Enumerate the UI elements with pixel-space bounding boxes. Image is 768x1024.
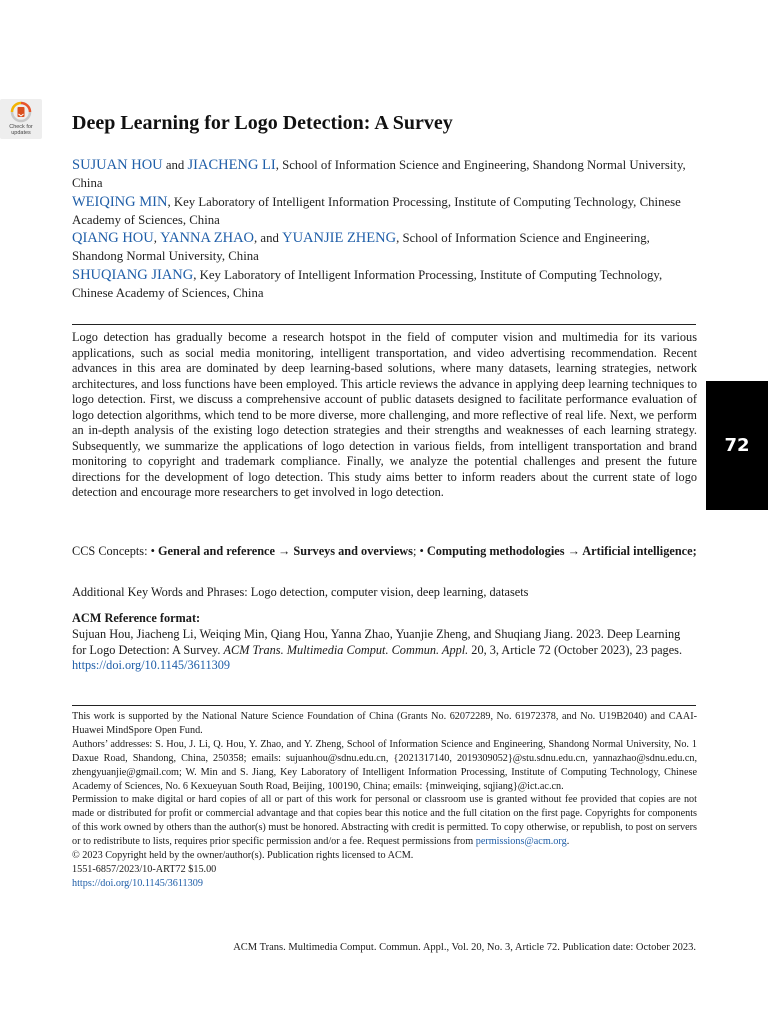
ccs-separator: ; •: [412, 544, 427, 558]
author-separator: , and: [254, 231, 283, 246]
author-affiliation: , School of Information Science and Engineering, Shandong Normal University, China: [72, 158, 686, 191]
reference-heading: ACM Reference format:: [72, 611, 201, 625]
permissions-email-link[interactable]: permissions@acm.org: [475, 836, 567, 848]
ccs-suffix: ;: [692, 544, 697, 558]
issn-note: 1551-6857/2023/10-ART72 $15.00: [72, 863, 217, 875]
abstract-divider: [72, 324, 696, 325]
funding-note: This work is supported by the National Nature Science Foundation of China (Grants No. 62072289, No. 61972378, and No. U19B2040) and CAAI-Huawei MindSpore Open Fund.: [72, 711, 697, 736]
ccs-concept: Computing methodologies → Artificial intelligence: [426, 544, 693, 558]
keywords: Additional Key Words and Phrases: Logo detection, computer vision, deep learning, datasets: [72, 585, 529, 599]
reference-journal: ACM Trans. Multimedia Comput. Commun. Appl.: [223, 642, 469, 657]
copyright-note: © 2023 Copyright held by the owner/author(s). Publication rights licensed to ACM.: [72, 850, 414, 862]
author-list: [72, 156, 698, 302]
badge-label: Check for updates: [9, 124, 33, 136]
author-group: [72, 266, 698, 303]
author-addresses: Authors’ addresses: S. Hou, J. Li, Q. Hou, Y. Zhao, and Y. Zheng, School of Information Science and Engineering, Shandong Normal University, No. 1 Daxue Road, Shandong, China, 250358; emails: sujuanhou@sdnu.edu.cn, {2021317140, 2019309052}@stu.sdnu.edu.cn, yannazhao@sdnu.edu.cn, zhengyuanjie@gmail.com; W. Min and S. Jiang, Key Laboratory of Intelligent Information Processing, Institute of Computing Technology, Chinese Academy of Sciences, No. 6 Kexueyuan South Road, Beijing, 100190, China; emails: {minweiqing, sqjiang}@ict.ac.cn.: [72, 738, 697, 792]
author-group: [72, 156, 698, 193]
author-group: [72, 193, 698, 230]
ccs-prefix: CCS Concepts: •: [72, 544, 158, 558]
author-name[interactable]: JIACHENG LI: [187, 157, 276, 173]
author-affiliation: , Key Laboratory of Intelligent Information Processing, Institute of Computing Technology, Chinese Academy of Sciences, China: [72, 267, 663, 301]
author-affiliation: , Key Laboratory of Intelligent Information Processing, Institute of Computing Technology, Chinese Academy of Sciences, China: [72, 194, 681, 227]
author-separator: ,: [153, 231, 161, 246]
permission-note: [72, 793, 697, 849]
footnote-divider: [72, 705, 696, 706]
author-name[interactable]: YANNA ZHAO: [160, 230, 255, 247]
author-group: [72, 229, 698, 266]
author-separator: and: [162, 158, 188, 172]
check-updates-icon: [10, 101, 32, 123]
abstract: Logo detection has gradually become a research hotspot in the field of computer vision and multimedia for its various applications, such as social media monitoring, intelligent transportation, and video advertising recommendation. Recent advances in this area are dominated by deep learning-based solutions, where many datasets, learning strategies, network architectures, and loss functions have been employed. This article reviews the advance in applying deep learning techniques to logo detection. First, we discuss a comprehensive account of public datasets designed to facilitate performance evaluation of logo detection algorithms, which tend to be more diverse, more challenging, and more reflective of real life. Next, we perform an in-depth analysis of the existing logo detection strategies and their strengths and weaknesses of each learning strategy. Subsequently, we summarize the applications of logo detection in various fields, from intelligent transportation and brand monitoring to copyright and trademark compliance. Finally, we analyze the potential challenges and present the future directions for the development of logo detection. This study aims better to inform readers about the current state of logo detection and encourage more researchers to get involved in logo detection.: [72, 330, 697, 499]
author-name[interactable]: SUJUAN HOU: [72, 157, 163, 173]
author-affiliation: , School of Information Science and Engineering, Shandong Normal University, China: [72, 231, 650, 264]
article-number-tab: 72: [706, 381, 768, 510]
permission-text: Permission to make digital or hard copies of all or part of this work for personal or classroom use is granted without fee provided that copies are not made or distributed for profit or commercial advantage and that copies bear this notice and the full citation on the first page. Copyrights for components of this work owned by others than the author(s) must be honored. Abstracting with credit is permitted. To copy otherwise, or republish, to post on servers or to redistribute to lists, requires prior specific permission and/or a fee. Request permissions from: [72, 794, 697, 848]
reference-details: 20, 3, Article 72 (October 2023), 23 pages.: [468, 642, 683, 657]
reference-citation: Sujuan Hou, Jiacheng Li, Weiqing Min, Qiang Hou, Yanna Zhao, Yuanjie Zheng, and Shuqiang Jiang. 2023. Deep Learning for Logo Detection: A Survey.: [72, 627, 681, 657]
reference-doi-link[interactable]: https://doi.org/10.1145/3611309: [72, 658, 231, 672]
reference-format: [72, 627, 697, 674]
permission-end: .: [566, 836, 570, 848]
ccs-concepts: [72, 544, 697, 560]
footnotes: [72, 710, 697, 891]
author-name[interactable]: SHUQIANG JIANG: [72, 266, 194, 283]
paper-title: Deep Learning for Logo Detection: A Survey: [72, 112, 453, 134]
footnote-doi-link[interactable]: https://doi.org/10.1145/3611309: [72, 877, 203, 889]
author-name[interactable]: WEIQING MIN: [72, 193, 168, 210]
author-name[interactable]: YUANJIE ZHENG: [282, 230, 397, 247]
author-name[interactable]: QIANG HOU: [72, 230, 154, 247]
check-for-updates-badge[interactable]: [0, 99, 42, 139]
page-footer: ACM Trans. Multimedia Comput. Commun. Appl., Vol. 20, No. 3, Article 72. Publication date: October 2023.: [233, 942, 696, 953]
ccs-concept: General and reference → Surveys and overviews: [157, 544, 413, 558]
